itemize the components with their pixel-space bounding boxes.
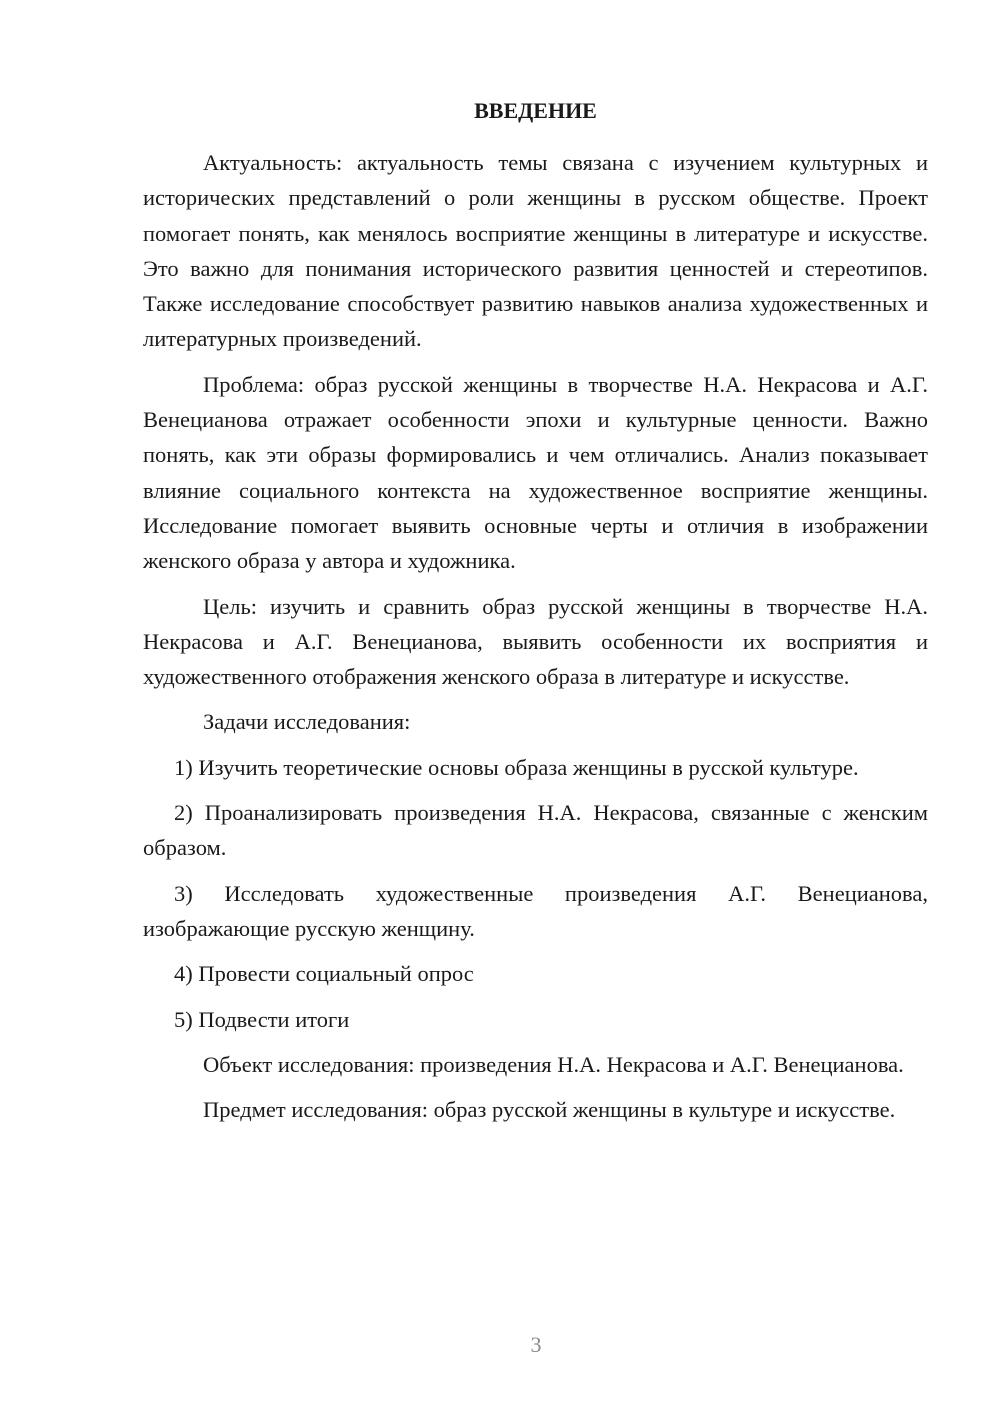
task-item: 3) Исследовать художественные произведения А.Г. Венецианова, изображающие русскую женщину. [143, 880, 928, 941]
task-item: 2) Проанализировать произведения Н.А. Некрасова, связанные с женским образом. [143, 800, 928, 861]
page-title: ВВЕДЕНИЕ [474, 98, 597, 123]
page-number: 3 [530, 1332, 542, 1357]
paragraph-relevance: Актуальность: актуальность темы связана с изучением культурных и исторических представлений о роли женщины в русском обществе. Проект помогает понять, как менялось восприятие женщины в литературе и искусстве. Это важно для понимания исторического развития ценностей и стереотипов. Также исследование способствует развитию навыков анализа художественных и литературных произведений. [143, 150, 928, 352]
task-item: 1) Изучить теоретические основы образа женщины в русской культуре. [174, 754, 859, 780]
paragraph-problem: Проблема: образ русской женщины в творчестве Н.А. Некрасова и А.Г. Венецианова отражает особенности эпохи и культурные ценности. Важно понять, как эти образы формировались и чем отличались. Анализ показывает влияние социального контекста на художественное восприятие женщины. Исследование помогает выявить основные черты и отличия в изображении женского образа у автора и художника. [143, 371, 928, 574]
page-content [143, 96, 928, 1137]
paragraph-object: Объект исследования: произведения Н.А. Некрасова и А.Г. Венецианова. [203, 1051, 904, 1077]
task-item: 4) Провести социальный опрос [174, 961, 474, 987]
paragraph-subject: Предмет исследования: образ русской женщины в культуре и искусстве. [203, 1097, 896, 1123]
task-item: 5) Подвести итоги [174, 1006, 350, 1032]
tasks-heading: Задачи исследования: [203, 709, 411, 735]
paragraph-goal: Цель: изучить и сравнить образ русской женщины в творчестве Н.А. Некрасова и А.Г. Венецианова, выявить особенности их восприятия и художественного отображения женского образа в литературе и искусстве. [143, 593, 928, 690]
